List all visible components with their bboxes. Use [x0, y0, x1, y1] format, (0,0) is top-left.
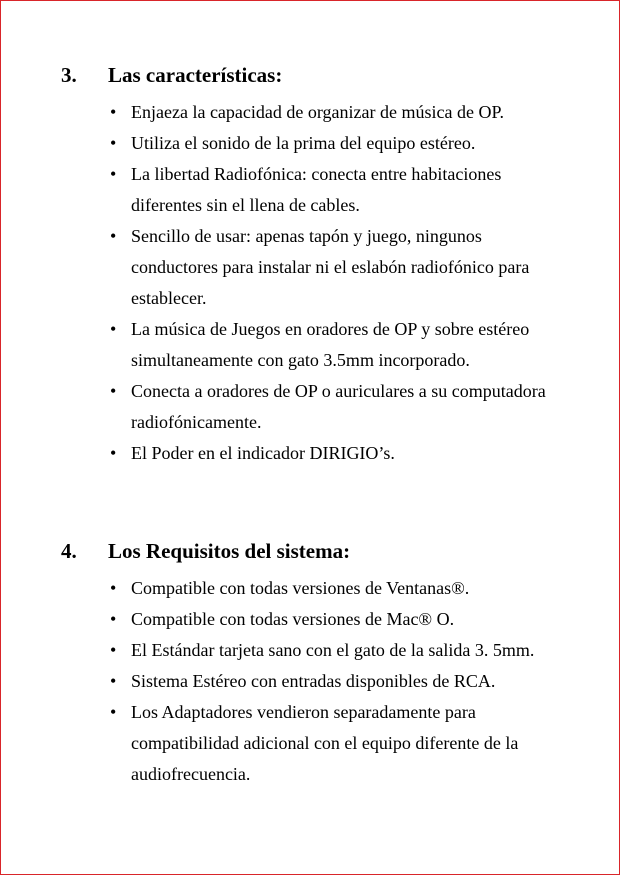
section-features: [1, 63, 620, 469]
bullet: •: [110, 640, 117, 660]
bullet: •: [110, 702, 117, 722]
list-item: [1, 376, 571, 438]
section-title: Las características:: [108, 63, 283, 87]
requirements-list: [1, 573, 620, 790]
list-item-text: La libertad Radiofónica: conecta entre habitaciones diferentes sin el llena de cables.: [131, 164, 502, 215]
list-item-text: Sistema Estéreo con entradas disponibles de RCA.: [131, 671, 496, 691]
section-number: 3.: [61, 63, 77, 87]
list-item: [1, 604, 571, 635]
features-list: [1, 97, 620, 469]
section-heading: [1, 63, 620, 97]
section-requirements: [1, 539, 620, 790]
list-item-text: Enjaeza la capacidad de organizar de música de OP.: [131, 102, 504, 122]
bullet: •: [110, 319, 117, 339]
section-title: Los Requisitos del sistema:: [108, 539, 351, 563]
list-item: [1, 697, 571, 790]
list-item-text: Utiliza el sonido de la prima del equipo estéreo.: [131, 133, 476, 153]
bullet: •: [110, 381, 117, 401]
list-item-text: Conecta a oradores de OP o auriculares a su computadora radiofónicamente.: [131, 381, 546, 432]
bullet: •: [110, 578, 117, 598]
section-heading: [1, 539, 620, 573]
bullet: •: [110, 609, 117, 629]
list-item: [1, 635, 571, 666]
section-number: 4.: [61, 539, 77, 563]
list-item-text: Compatible con todas versiones de Mac® O.: [131, 609, 455, 629]
list-item: [1, 221, 571, 314]
list-item: [1, 128, 571, 159]
list-item-text: El Estándar tarjeta sano con el gato de la salida 3. 5mm.: [131, 640, 535, 660]
list-item-text: La música de Juegos en oradores de OP y sobre estéreo simultaneamente con gato 3.5mm incorporado.: [131, 319, 530, 370]
list-item-text: Los Adaptadores vendieron separadamente para compatibilidad adicional con el equipo diferente de la audiofrecuencia.: [131, 702, 519, 784]
list-item: [1, 314, 571, 376]
bullet: •: [110, 164, 117, 184]
bullet: •: [110, 671, 117, 691]
list-item: [1, 97, 571, 128]
bullet: •: [110, 443, 117, 463]
list-item: [1, 666, 571, 697]
bullet: •: [110, 226, 117, 246]
list-item: [1, 159, 571, 221]
list-item-text: Sencillo de usar: apenas tapón y juego, ningunos conductores para instalar ni el eslabón radiofónico para establecer.: [131, 226, 530, 308]
list-item-text: El Poder en el indicador DIRIGIO’s.: [131, 443, 395, 463]
list-item: [1, 573, 571, 604]
bullet: •: [110, 133, 117, 153]
list-item: [1, 438, 571, 469]
bullet: •: [110, 102, 117, 122]
list-item-text: Compatible con todas versiones de Ventanas®.: [131, 578, 470, 598]
